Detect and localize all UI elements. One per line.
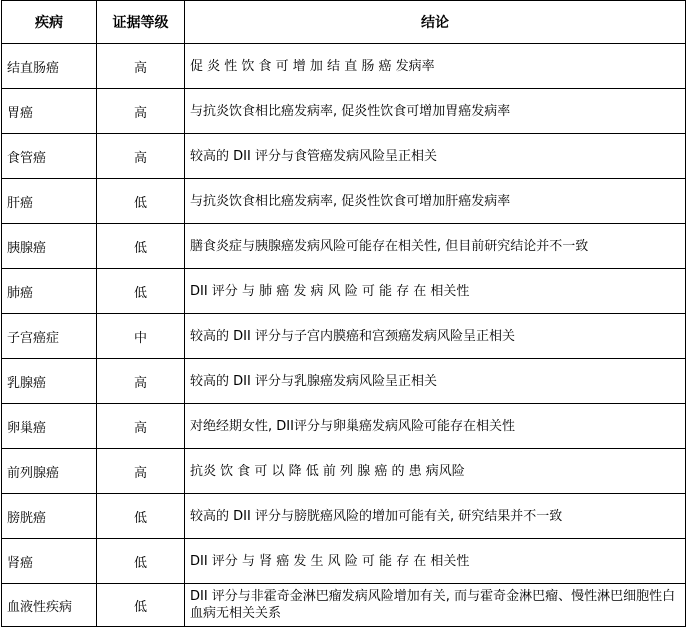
- table-row: [2, 224, 686, 269]
- conclusion-cell: 抗炎 饮 食 可 以 降 低 前 列 腺 癌 的 患 病风险: [185, 449, 686, 494]
- table-row: [2, 359, 686, 404]
- conclusion-cell: 膳食炎症与胰腺癌发病风险可能存在相关性, 但目前研究结论并不一致: [185, 224, 686, 269]
- disease-cell: 食管癌: [2, 134, 97, 179]
- evidence-level-cell: 高: [97, 404, 185, 449]
- header-disease: 疾病: [2, 1, 97, 44]
- evidence-level-cell: 低: [97, 269, 185, 314]
- disease-cell: 肝癌: [2, 179, 97, 224]
- evidence-level-cell: 高: [97, 449, 185, 494]
- evidence-level-cell: 高: [97, 89, 185, 134]
- header-evidence-level: 证据等级: [97, 1, 185, 44]
- conclusion-cell: 与抗炎饮食相比癌发病率, 促炎性饮食可增加胃癌发病率: [185, 89, 686, 134]
- disease-cell: 血液性疾病: [2, 584, 97, 627]
- table-row: [2, 314, 686, 359]
- disease-cell: 乳腺癌: [2, 359, 97, 404]
- table-header-row: [2, 1, 686, 44]
- disease-cell: 肾癌: [2, 539, 97, 584]
- table-row: [2, 134, 686, 179]
- conclusion-cell: 与抗炎饮食相比癌发病率, 促炎性饮食可增加肝癌发病率: [185, 179, 686, 224]
- evidence-level-cell: 低: [97, 179, 185, 224]
- conclusion-cell: 较高的 DII 评分与膀胱癌风险的增加可能有关, 研究结果并不一致: [185, 494, 686, 539]
- table-row: [2, 404, 686, 449]
- conclusion-cell: DII 评分 与 肾 癌 发 生 风 险 可 能 存 在 相关性: [185, 539, 686, 584]
- conclusion-cell: 较高的 DII 评分与食管癌发病风险呈正相关: [185, 134, 686, 179]
- table-row: [2, 449, 686, 494]
- evidence-level-cell: 高: [97, 44, 185, 89]
- table-row: [2, 89, 686, 134]
- evidence-level-cell: 低: [97, 224, 185, 269]
- table-row: [2, 269, 686, 314]
- conclusion-cell: 较高的 DII 评分与乳腺癌发病风险呈正相关: [185, 359, 686, 404]
- disease-cell: 胃癌: [2, 89, 97, 134]
- disease-cell: 肺癌: [2, 269, 97, 314]
- evidence-table: [1, 0, 686, 627]
- evidence-level-cell: 低: [97, 584, 185, 627]
- disease-cell: 子宫癌症: [2, 314, 97, 359]
- evidence-level-cell: 低: [97, 539, 185, 584]
- header-conclusion: 结论: [185, 1, 686, 44]
- table-row: [2, 539, 686, 584]
- conclusion-cell: DII 评分与非霍奇金淋巴瘤发病风险增加有关, 而与霍奇金淋巴瘤、慢性淋巴细胞性白血病无相关关系: [185, 584, 686, 627]
- conclusion-cell: DII 评分 与 肺 癌 发 病 风 险 可 能 存 在 相关性: [185, 269, 686, 314]
- evidence-level-cell: 高: [97, 359, 185, 404]
- table-row: [2, 584, 686, 627]
- disease-cell: 卵巢癌: [2, 404, 97, 449]
- table-row: [2, 44, 686, 89]
- conclusion-cell: 促 炎 性 饮 食 可 增 加 结 直 肠 癌 发病率: [185, 44, 686, 89]
- disease-cell: 胰腺癌: [2, 224, 97, 269]
- disease-cell: 结直肠癌: [2, 44, 97, 89]
- table-row: [2, 494, 686, 539]
- disease-cell: 膀胱癌: [2, 494, 97, 539]
- evidence-level-cell: 高: [97, 134, 185, 179]
- evidence-level-cell: 中: [97, 314, 185, 359]
- conclusion-cell: 对绝经期女性, DII评分与卵巢癌发病风险可能存在相关性: [185, 404, 686, 449]
- conclusion-cell: 较高的 DII 评分与子宫内膜癌和宫颈癌发病风险呈正相关: [185, 314, 686, 359]
- disease-cell: 前列腺癌: [2, 449, 97, 494]
- table-row: [2, 179, 686, 224]
- evidence-level-cell: 低: [97, 494, 185, 539]
